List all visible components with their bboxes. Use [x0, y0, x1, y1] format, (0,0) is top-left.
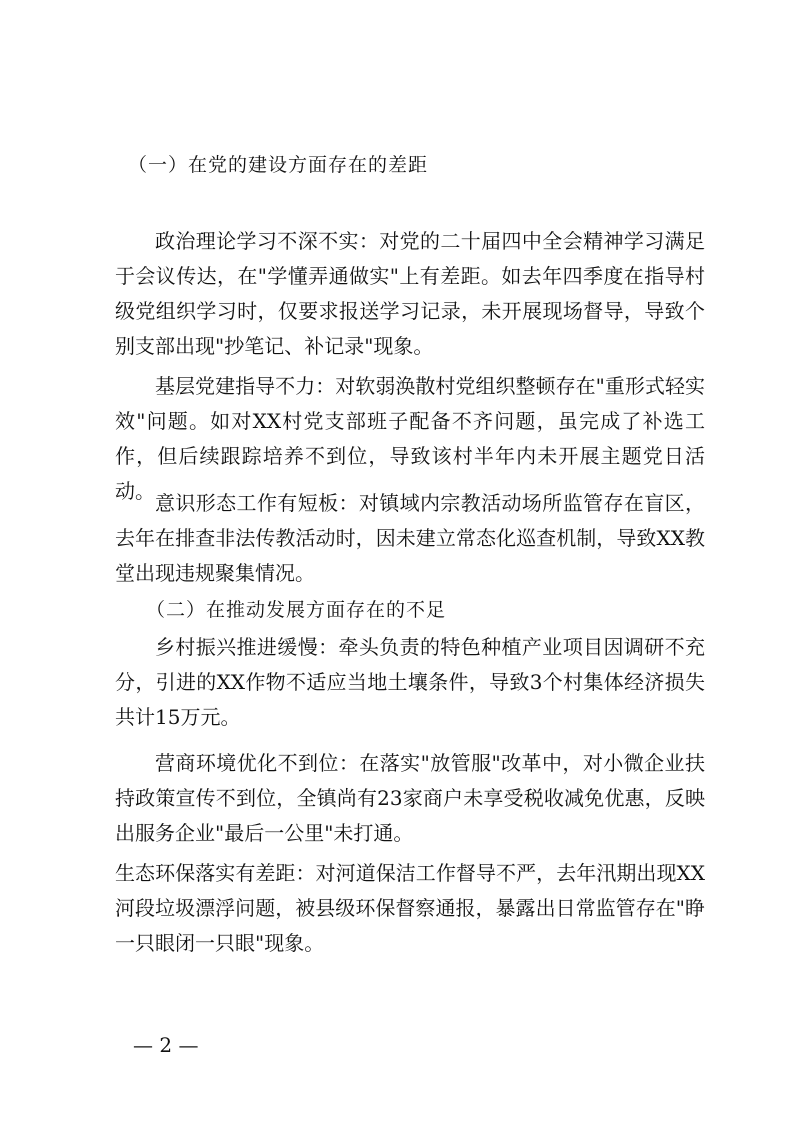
- page-number: — 2 —: [133, 1033, 199, 1057]
- paragraph-ideology-work: 意识形态工作有短板：对镇域内宗教活动场所监管存在盲区，去年在排查非法传教活动时，因未建立常态化巡查机制，导致XX教堂出现违规聚集情况。: [115, 491, 705, 585]
- paragraph-political-theory-study: 政治理论学习不深不实：对党的二十届四中全会精神学习满足于会议传达，在"学懂弄通做实"上有差距。如去年四季度在指导村级党组织学习时，仅要求报送学习记录，未开展现场督导，导致个别支部出现"抄笔记、补记录"现象。: [115, 229, 705, 358]
- paragraph-ecological-protection: 生态环保落实有差距：对河道保洁工作督导不严，去年汛期出现XX河段垃圾漂浮问题，被县级环保督察通报，暴露出日常监管存在"睁一只眼闭一只眼"现象。: [115, 861, 705, 955]
- section-heading-party-building: （一）在党的建设方面存在的差距: [128, 154, 429, 176]
- section-heading-development: （二）在推动发展方面存在的不足: [146, 599, 447, 621]
- paragraph-rural-revitalization: 乡村振兴推进缓慢：牵头负责的特色种植产业项目因调研不充分，引进的XX作物不适应当地土壤条件，导致3个村集体经济损失共计15万元。: [115, 635, 705, 729]
- paragraph-business-environment: 营商环境优化不到位：在落实"放管服"改革中，对小微企业扶持政策宣传不到位，全镇尚有23家商户未享受税收减免优惠，反映出服务企业"最后一公里"未打通。: [115, 751, 705, 845]
- paragraph-grassroots-party-guidance: 基层党建指导不力：对软弱涣散村党组织整顿存在"重形式轻实效"问题。如对XX村党支部班子配备不齐问题，虽完成了补选工作，但后续跟踪培养不到位，导致该村半年内未开展主题党日活动。: [115, 374, 705, 503]
